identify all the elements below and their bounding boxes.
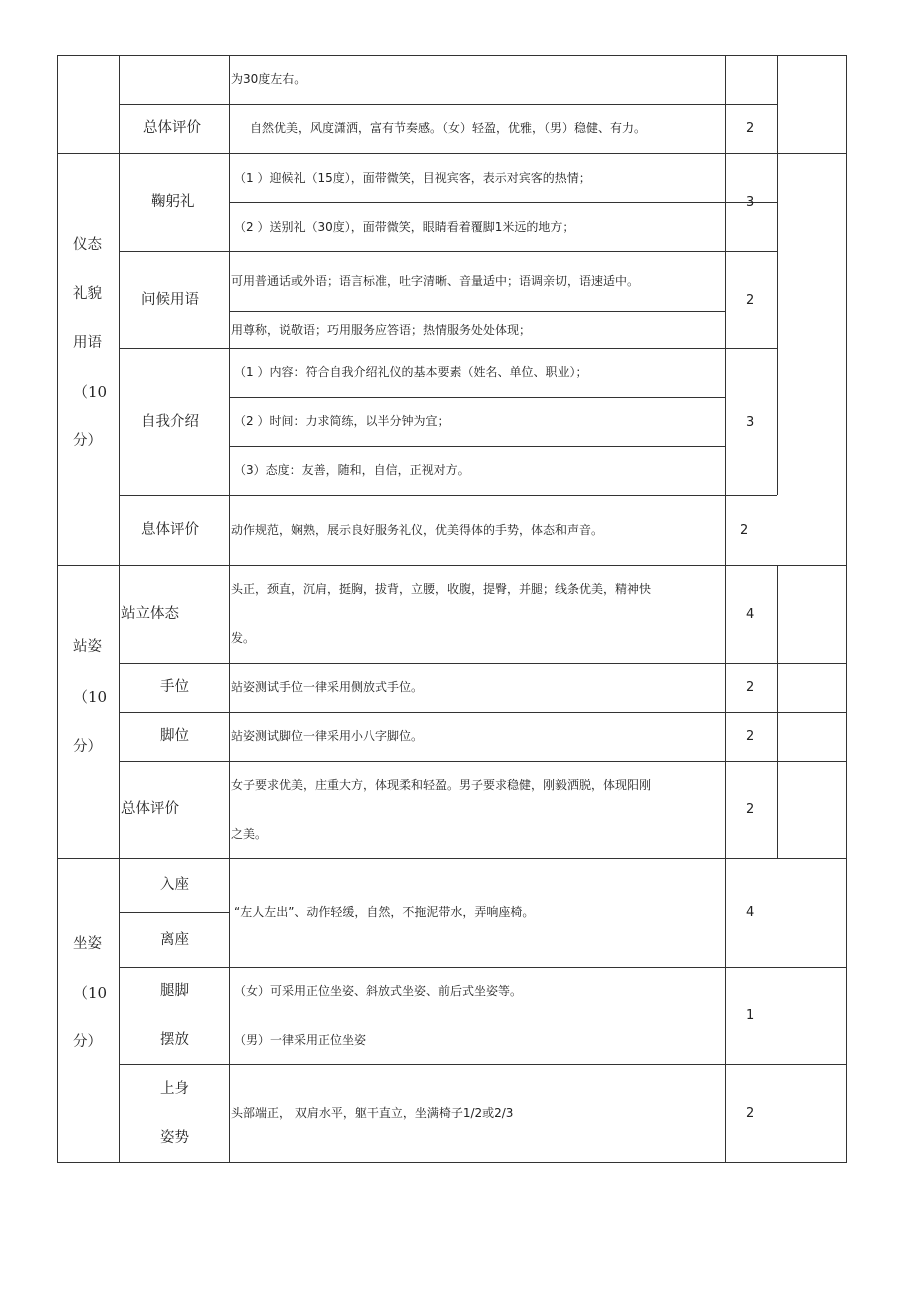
- table-border-right: [846, 55, 847, 1162]
- row-divider: [119, 348, 777, 349]
- row-divider: [229, 202, 777, 203]
- category-label: 用语: [73, 335, 102, 351]
- category-label: 坐姿: [73, 936, 102, 952]
- row-divider: [119, 967, 846, 968]
- column-divider: [119, 55, 120, 1162]
- sub-item-label: 脚位: [160, 728, 189, 744]
- item-description: 可用普通话或外语；语言标准，吐字清晰、音量适中；语调亲切，语速适中。: [231, 274, 640, 288]
- category-label: （10: [73, 688, 108, 706]
- sub-item-label: 站立体态: [121, 606, 179, 622]
- row-divider: [119, 912, 229, 913]
- category-label: 站姿: [73, 639, 102, 655]
- sub-item-label: 摆放: [160, 1032, 189, 1048]
- row-divider: [229, 311, 725, 312]
- row-divider: [119, 663, 846, 664]
- score-value: 2: [740, 523, 749, 538]
- score-value: 3: [746, 415, 755, 430]
- item-description: （1 ）内容：符合自我介绍礼仪的基本要素（姓名、单位、职业）；: [234, 365, 588, 379]
- category-label: 分）: [73, 433, 102, 449]
- item-description: （女）可采用正位坐姿、斜放式坐姿、前后式坐姿等。: [234, 984, 523, 998]
- row-divider: [119, 104, 777, 105]
- score-value: 4: [746, 607, 755, 622]
- item-description: 用尊称，说敬语；巧用服务应答语；热情服务处处体现；: [231, 323, 532, 337]
- column-divider: [229, 55, 230, 1162]
- category-label: （10: [73, 984, 108, 1002]
- section-divider: [57, 153, 847, 154]
- item-description: （3）态度：友善，随和，自信，正视对方。: [234, 463, 470, 477]
- sub-item-label: 腿脚: [160, 983, 189, 999]
- category-label: 礼貌: [73, 286, 102, 302]
- category-label: （10: [73, 383, 108, 401]
- score-value: 2: [746, 802, 755, 817]
- item-description: （2 ）送别礼（30度），面带微笑，眼睛看着覆脚1米远的地方；: [234, 220, 575, 234]
- sub-item-label: 姿势: [160, 1130, 189, 1146]
- item-description: 动作规范，娴熟，展示良好服务礼仪，优美得体的手势，体态和声音。: [231, 523, 604, 537]
- table-border-left: [57, 55, 58, 1162]
- row-divider: [119, 251, 777, 252]
- item-description: 为30度左右。: [231, 72, 307, 86]
- score-value: 3: [746, 195, 755, 210]
- score-value: 2: [746, 680, 755, 695]
- category-label: 分）: [73, 1034, 102, 1050]
- table-border-bottom: [57, 1162, 847, 1163]
- item-description: “左人左出”、动作轻缓，自然，不拖泥带水，弄响座椅。: [234, 905, 535, 919]
- item-description: 头部端正， 双肩水平，躯干直立，坐满椅子1/2或2/3: [231, 1106, 514, 1120]
- item-description: 站姿测试手位一律采用侧放式手位。: [231, 680, 424, 694]
- row-divider: [229, 446, 725, 447]
- sub-item-label: 鞠躬礼: [151, 194, 195, 210]
- row-divider: [119, 761, 846, 762]
- score-value: 2: [746, 729, 755, 744]
- sub-item-label: 息体评价: [141, 522, 199, 538]
- category-label: 仪态: [73, 237, 102, 253]
- item-description: （1 ）迎候礼（15度），面带微笑，目视宾客，表示对宾客的热情；: [234, 171, 591, 185]
- score-value: 2: [746, 121, 755, 136]
- row-divider: [119, 1064, 846, 1065]
- column-divider: [777, 55, 778, 495]
- row-divider: [229, 397, 725, 398]
- table-border-top: [57, 55, 847, 56]
- score-value: 4: [746, 905, 755, 920]
- sub-item-label: 总体评价: [121, 801, 179, 817]
- sub-item-label: 入座: [160, 877, 189, 893]
- item-description: 站姿测试脚位一律采用小八字脚位。: [231, 729, 424, 743]
- sub-item-label: 问候用语: [141, 292, 199, 308]
- column-divider: [725, 55, 726, 1162]
- item-description: （男）一律采用正位坐姿: [234, 1033, 367, 1047]
- sub-item-label: 手位: [160, 679, 189, 695]
- item-description: （2 ）时间：力求简练，以半分钟为宜；: [234, 414, 450, 428]
- score-value: 2: [746, 293, 755, 308]
- item-description: 发。: [231, 631, 256, 645]
- row-divider: [119, 712, 846, 713]
- item-description: 女子要求优美，庄重大方，体现柔和轻盈。男子要求稳健，刚毅洒脱，体现阳刚: [231, 778, 652, 792]
- sub-item-label: 自我介绍: [141, 414, 199, 430]
- category-label: 分）: [73, 739, 102, 755]
- section-divider: [57, 858, 847, 859]
- sub-item-label: 离座: [160, 932, 189, 948]
- item-description: 自然优美，风度潇洒，富有节奏感。（女）轻盈，优雅，（男）稳健、有力。: [250, 121, 647, 135]
- item-description: 头正，颈直，沉肩，挺胸，拔背，立腰，收腹，提臀，并腿；线条优美，精神快: [231, 582, 652, 596]
- section-divider: [57, 565, 847, 566]
- sub-item-label: 上身: [160, 1081, 189, 1097]
- row-divider: [119, 495, 777, 496]
- item-description: 之美。: [231, 827, 268, 841]
- score-value: 1: [746, 1008, 755, 1023]
- score-value: 2: [746, 1106, 755, 1121]
- sub-item-label: 总体评价: [143, 120, 201, 136]
